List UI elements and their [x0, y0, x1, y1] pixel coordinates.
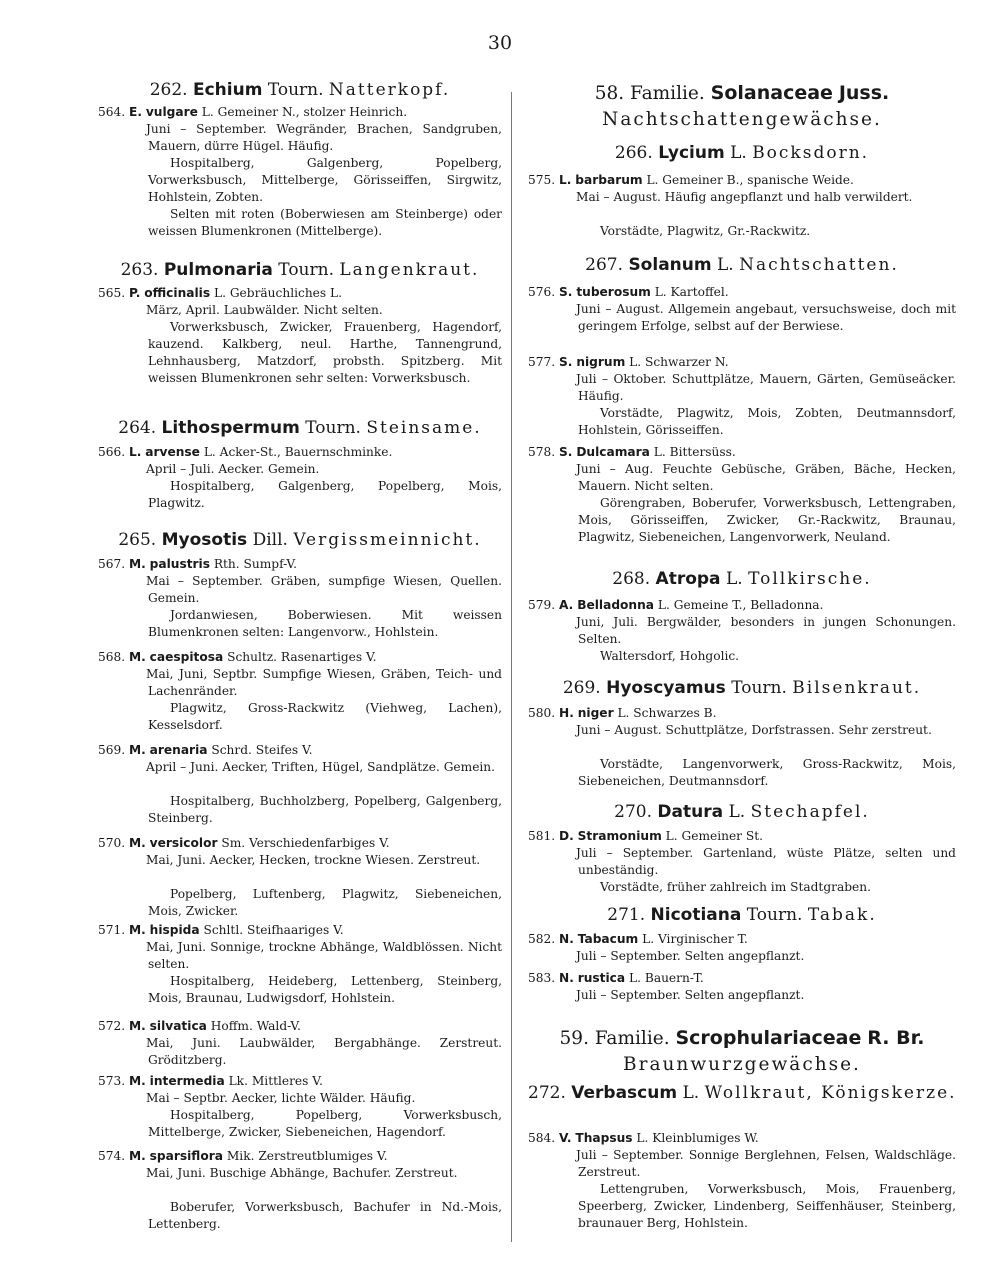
family-label: Familie.	[630, 83, 705, 104]
genus-abbreviation: M.	[129, 557, 146, 571]
species-localities: Vorstädte, Plagwitz, Mois, Zobten, Deutmannsdorf, Hohlstein, Görisseiffen.	[578, 406, 956, 437]
species-epithet: Belladonna	[577, 598, 654, 612]
species-entry	[98, 835, 502, 852]
species-localities: Vorstädte, Langenvorwerk, Gross-Rackwitz, Mois, Siebeneichen, Deutmannsdorf.	[578, 757, 956, 788]
genus-heading	[528, 802, 956, 822]
genus-author: L.	[730, 143, 747, 163]
genus-author: L.	[716, 255, 734, 275]
species-description: Mai – September. Gräben, sumpfige Wiesen, Quellen. Gemein.	[146, 574, 502, 605]
family-number: 59.	[559, 1028, 589, 1049]
species-localities: Hospitalberg, Galgenberg, Popelberg, Mois, Plagwitz.	[148, 479, 502, 510]
species-localities: Hospitalberg, Heideberg, Lettenberg, Steinberg, Mois, Braunau, Ludwigsdorf, Hohlstein.	[148, 974, 502, 1005]
genus-abbreviation: M.	[129, 1019, 146, 1033]
species-entry	[528, 1130, 956, 1147]
species-author-common: L. Acker-St., Bauernschminke.	[203, 445, 393, 459]
genus-common-name: Nachtschatten.	[739, 255, 899, 275]
genus-name: Pulmonaria	[163, 260, 273, 280]
genus-name: Solanum	[628, 255, 712, 275]
genus-common-name: Langenkraut.	[339, 260, 480, 280]
species-epithet: Stramonium	[577, 829, 662, 843]
species-epithet: Tabacum	[577, 932, 639, 946]
genus-author: Tourn.	[731, 678, 787, 698]
genus-abbreviation: P.	[129, 286, 141, 300]
species-localities: Vorstädte, früher zahlreich im Stadtgraben.	[600, 880, 871, 894]
genus-heading	[98, 80, 502, 100]
genus-abbreviation: L.	[559, 173, 572, 187]
species-localities: Vorstädte, Plagwitz, Gr.-Rackwitz.	[600, 224, 811, 238]
species-author-common: L. Gebräuchliches L.	[213, 286, 342, 300]
species-entry	[528, 828, 956, 845]
species-description: April – Juni. Aecker, Triften, Hügel, Sandplätze. Gemein.	[146, 760, 496, 774]
species-description: Juli – September. Gartenland, wüste Plätze, selten und unbeständig.	[576, 846, 956, 877]
species-epithet: niger	[577, 706, 614, 720]
species-description: Juli – Oktober. Schuttplätze, Mauern, Gärten, Gemüseäcker. Häufig.	[576, 372, 956, 403]
family-label: Familie.	[594, 1028, 670, 1049]
species-description: März, April. Laubwälder. Nicht selten.	[146, 303, 383, 317]
species-author-common: L. Gemeine T., Belladonna.	[657, 598, 824, 612]
species-number: 581.	[528, 829, 556, 843]
species-epithet: Thapsus	[575, 1131, 633, 1145]
family-author: R. Br.	[867, 1027, 925, 1049]
species-author-common: L. Gemeiner B., spanische Weide.	[646, 173, 854, 187]
family-name: Solanaceae	[710, 82, 833, 104]
genus-heading	[98, 260, 502, 280]
genus-common-name: Steinsame.	[366, 418, 482, 438]
genus-author: Tourn.	[267, 80, 324, 100]
species-number: 578.	[528, 445, 556, 459]
genus-number: 264.	[118, 418, 157, 438]
genus-heading	[528, 905, 956, 925]
genus-common-name: Stechapfel.	[750, 802, 870, 822]
species-description: Juli – September. Selten angepflanzt.	[576, 949, 805, 963]
genus-abbreviation: D.	[559, 829, 574, 843]
species-description: Mai, Juni. Aecker, Hecken, trockne Wiesen. Zerstreut.	[146, 853, 481, 867]
genus-abbreviation: S.	[559, 355, 573, 369]
species-entry	[528, 705, 956, 722]
species-author-common: L. Bauern-T.	[629, 971, 704, 985]
species-entry	[528, 284, 956, 301]
genus-common-name: Tabak.	[807, 905, 877, 925]
species-entry	[98, 104, 502, 121]
genus-author: Tourn.	[305, 418, 361, 438]
genus-common-name: Bocksdorn.	[752, 143, 870, 163]
family-name: Scrophulariaceae	[675, 1027, 862, 1049]
species-author-common: Schultz. Rasenartiges V.	[227, 650, 377, 664]
genus-heading	[528, 569, 956, 589]
species-description: Juli – September. Selten angepflanzt.	[576, 988, 805, 1002]
family-author: Juss.	[838, 82, 890, 104]
species-author-common: Rth. Sumpf-V.	[213, 557, 297, 571]
species-localities: Selten mit roten (Boberwiesen am Steinberge) oder weissen Blumenkronen (Mittelberge).	[148, 207, 502, 238]
species-number: 568.	[98, 650, 126, 664]
genus-heading	[528, 678, 956, 698]
species-entry	[528, 354, 956, 371]
species-localities: Jordanwiesen, Boberwiesen. Mit weissen Blumenkronen selten: Langenvorw., Hohlstein.	[148, 608, 502, 639]
species-description: Juni – Aug. Feuchte Gebüsche, Gräben, Bäche, Hecken, Mauern. Nicht selten.	[576, 462, 956, 493]
species-epithet: hispida	[149, 923, 200, 937]
column-divider	[511, 92, 512, 1242]
genus-abbreviation: S.	[559, 285, 573, 299]
genus-abbreviation: M.	[129, 1074, 146, 1088]
species-epithet: vulgare	[145, 105, 198, 119]
genus-common-name: Bilsenkraut.	[792, 678, 922, 698]
species-description: Mai – August. Häufig angepflanzt und halb verwildert.	[576, 190, 913, 204]
species-entry	[528, 444, 956, 461]
species-number: 579.	[528, 598, 556, 612]
species-entry	[98, 285, 502, 302]
species-author-common: Schltl. Steifhaariges V.	[203, 923, 344, 937]
species-localities: Boberufer, Vorwerksbusch, Bachufer in Nd.-Mois, Lettenberg.	[148, 1200, 502, 1231]
species-description: Mai, Juni. Buschige Abhänge, Bachufer. Zerstreut.	[146, 1166, 458, 1180]
genus-number: 267.	[585, 255, 624, 275]
species-author-common: L. Kleinblumiges W.	[636, 1131, 759, 1145]
species-author-common: Sm. Verschiedenfarbiges V.	[221, 836, 390, 850]
species-description: Juni – August. Allgemein angebaut, versuchsweise, doch mit geringem Erfolge, selbst auf der Berwiese.	[576, 302, 956, 333]
genus-abbreviation: M.	[129, 1149, 146, 1163]
species-entry	[98, 444, 502, 461]
species-author-common: Schrd. Steifes V.	[211, 743, 313, 757]
species-author-common: Lk. Mittleres V.	[228, 1074, 323, 1088]
genus-author: L.	[725, 569, 743, 589]
species-number: 573.	[98, 1074, 126, 1088]
species-localities: Waltersdorf, Hohgolic.	[600, 649, 740, 663]
species-number: 577.	[528, 355, 556, 369]
genus-name: Datura	[657, 802, 724, 822]
species-localities: Lettengruben, Vorwerksbusch, Mois, Frauenberg, Speerberg, Zwicker, Lindenberg, Seiffenhäuser, Steinberg, braunauer Berg, Hohlstein.	[578, 1182, 956, 1230]
species-description: Mai, Juni. Laubwälder, Bergabhänge. Zerstreut. Gröditzberg.	[146, 1036, 502, 1067]
species-description: Mai – Septbr. Aecker, lichte Wälder. Häufig.	[146, 1091, 416, 1105]
species-author-common: L. Bittersüss.	[653, 445, 736, 459]
genus-name: Lycium	[658, 143, 725, 163]
genus-number: 270.	[614, 802, 653, 822]
genus-name: Echium	[192, 80, 263, 100]
genus-common-name: Tollkirsche.	[748, 569, 872, 589]
genus-abbreviation: N.	[559, 971, 574, 985]
genus-name: Hyoscyamus	[606, 678, 726, 698]
species-epithet: versicolor	[149, 836, 218, 850]
species-author-common: L. Virginischer T.	[642, 932, 748, 946]
genus-abbreviation: N.	[559, 932, 574, 946]
species-epithet: intermedia	[149, 1074, 225, 1088]
species-epithet: nigrum	[576, 355, 626, 369]
species-entry	[98, 1073, 502, 1090]
species-number: 566.	[98, 445, 126, 459]
genus-abbreviation: M.	[129, 650, 146, 664]
family-heading	[528, 80, 956, 133]
species-epithet: palustris	[149, 557, 210, 571]
species-description: Juni – September. Wegränder, Brachen, Sandgruben, Mauern, dürre Hügel. Häufig.	[146, 122, 502, 153]
species-number: 575.	[528, 173, 556, 187]
genus-author: L.	[682, 1083, 700, 1103]
species-author-common: Mik. Zerstreutblumiges V.	[226, 1149, 388, 1163]
genus-name: Lithospermum	[161, 418, 300, 438]
genus-heading	[528, 1083, 956, 1103]
genus-number: 266.	[614, 143, 653, 163]
species-author-common: L. Gemeiner St.	[665, 829, 763, 843]
species-epithet: sparsiflora	[149, 1149, 223, 1163]
species-author-common: L. Schwarzes B.	[617, 706, 717, 720]
family-common-name: Braunwurzgewächse.	[623, 1054, 861, 1075]
genus-name: Verbascum	[571, 1083, 678, 1103]
genus-number: 268.	[612, 569, 651, 589]
page-number: 30	[487, 32, 513, 54]
species-epithet: caespitosa	[149, 650, 224, 664]
genus-abbreviation: S.	[559, 445, 573, 459]
species-epithet: barbarum	[575, 173, 643, 187]
species-localities: Hospitalberg, Buchholzberg, Popelberg, Galgenberg, Steinberg.	[148, 794, 502, 825]
species-epithet: rustica	[577, 971, 626, 985]
genus-author: L.	[728, 802, 746, 822]
species-epithet: officinalis	[144, 286, 211, 300]
species-localities: Hospitalberg, Popelberg, Vorwerksbusch, Mittelberge, Zwicker, Siebeneichen, Hagendorf.	[148, 1108, 502, 1139]
species-entry	[98, 742, 502, 759]
genus-abbreviation: V.	[559, 1131, 572, 1145]
species-number: 570.	[98, 836, 126, 850]
genus-abbreviation: M.	[129, 743, 146, 757]
genus-abbreviation: H.	[559, 706, 574, 720]
genus-heading	[528, 255, 956, 275]
genus-name: Nicotiana	[650, 905, 742, 925]
species-description: Juni, Juli. Bergwälder, besonders in jungen Schonungen. Selten.	[576, 615, 956, 646]
species-entry	[528, 970, 956, 987]
species-description: Mai, Juni, Septbr. Sumpfige Wiesen, Gräben, Teich- und Lachenränder.	[146, 667, 502, 698]
family-heading	[528, 1025, 956, 1078]
species-localities: Plagwitz, Gross-Rackwitz (Viehweg, Lachen), Kesselsdorf.	[148, 701, 502, 732]
genus-abbreviation: A.	[559, 598, 574, 612]
genus-author: Tourn.	[746, 905, 803, 925]
species-number: 567.	[98, 557, 126, 571]
species-entry	[528, 931, 956, 948]
species-number: 569.	[98, 743, 126, 757]
species-epithet: Dulcamara	[576, 445, 650, 459]
species-number: 576.	[528, 285, 556, 299]
genus-heading	[98, 418, 502, 438]
genus-abbreviation: E.	[129, 105, 142, 119]
species-epithet: silvatica	[149, 1019, 207, 1033]
species-author-common: Hoffm. Wald-V.	[210, 1019, 301, 1033]
species-epithet: arenaria	[149, 743, 208, 757]
species-number: 583.	[528, 971, 556, 985]
species-author-common: L. Kartoffel.	[654, 285, 729, 299]
species-epithet: arvense	[145, 445, 200, 459]
species-number: 564.	[98, 105, 126, 119]
species-number: 565.	[98, 286, 126, 300]
genus-author: Tourn.	[278, 260, 334, 280]
species-author-common: L. Schwarzer N.	[629, 355, 729, 369]
species-entry	[98, 1018, 502, 1035]
species-entry	[98, 556, 502, 573]
genus-common-name: Natterkopf.	[328, 80, 451, 100]
genus-number: 272.	[528, 1083, 566, 1103]
species-entry	[98, 649, 502, 666]
species-number: 582.	[528, 932, 556, 946]
genus-author: Dill.	[252, 530, 288, 550]
family-number: 58.	[594, 83, 625, 104]
species-number: 571.	[98, 923, 126, 937]
genus-heading	[528, 143, 956, 163]
genus-name: Myosotis	[161, 530, 248, 550]
genus-number: 263.	[120, 260, 159, 280]
species-number: 580.	[528, 706, 556, 720]
species-localities: Popelberg, Luftenberg, Plagwitz, Siebeneichen, Mois, Zwicker.	[148, 887, 502, 918]
species-number: 584.	[528, 1131, 556, 1145]
species-epithet: tuberosum	[576, 285, 651, 299]
species-number: 574.	[98, 1149, 126, 1163]
species-localities: Vorwerksbusch, Zwicker, Frauenberg, Hagendorf, kauzend. Kalkberg, neul. Harthe, Tannengrund, Lehnhausberg, Matzdorf, probsth. Spitzberg. Mit weissen Blumenkronen sehr selten: Vorwerksbusch.	[148, 320, 502, 385]
genus-common-name: Vergissmeinnicht.	[293, 530, 482, 550]
family-common-name: Nachtschattengewächse.	[602, 109, 882, 130]
species-description: Mai, Juni. Sonnige, trockne Abhänge, Waldblössen. Nicht selten.	[146, 940, 502, 971]
species-description: April – Juli. Aecker. Gemein.	[146, 462, 320, 476]
species-entry	[528, 597, 956, 614]
species-description: Juli – September. Sonnige Berglehnen, Felsen, Waldschläge. Zerstreut.	[576, 1148, 956, 1179]
genus-number: 265.	[118, 530, 157, 550]
species-localities: Görengraben, Boberufer, Vorwerksbusch, Lettengraben, Mois, Görisseiffen, Zwicker, Gr.-Rackwitz, Braunau, Plagwitz, Siebeneichen, Langenvorwerk, Neuland.	[578, 496, 956, 544]
species-entry	[98, 1148, 502, 1165]
genus-abbreviation: M.	[129, 923, 146, 937]
genus-common-name: Wollkraut, Königskerze.	[704, 1083, 957, 1103]
genus-number: 262.	[149, 80, 188, 100]
species-entry	[528, 172, 956, 189]
genus-abbreviation: M.	[129, 836, 146, 850]
genus-number: 271.	[607, 905, 646, 925]
genus-number: 269.	[562, 678, 601, 698]
species-description: Juni – August. Schuttplätze, Dorfstrassen. Sehr zerstreut.	[576, 723, 932, 737]
species-author-common: L. Gemeiner N., stolzer Heinrich.	[201, 105, 408, 119]
species-number: 572.	[98, 1019, 126, 1033]
genus-heading	[98, 530, 502, 550]
genus-abbreviation: L.	[129, 445, 142, 459]
species-entry	[98, 922, 502, 939]
species-localities: Hospitalberg, Galgenberg, Popelberg, Vorwerksbusch, Mittelberge, Görisseiffen, Sirgwitz, Hohlstein, Zobten.	[148, 156, 502, 204]
genus-name: Atropa	[655, 569, 721, 589]
